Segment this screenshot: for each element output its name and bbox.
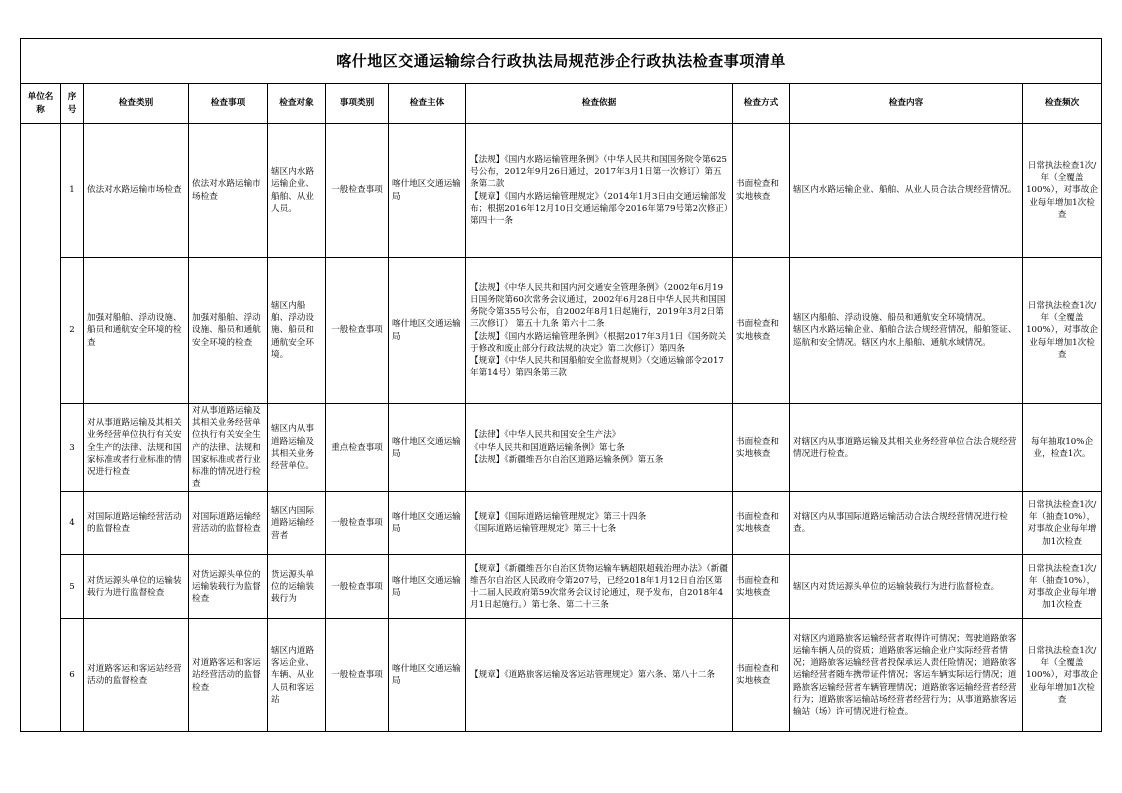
row-item: 加强对船舶、浮动设施、船员和通航安全环境的检查: [189, 258, 268, 404]
row-type: 一般检查事项: [326, 124, 389, 258]
row-method: 书面检查和实地核查: [733, 492, 790, 555]
row-category: 对货运源头单位的运输装载行为进行监督检查: [84, 555, 189, 619]
row-subject: 喀什地区交通运输局: [389, 555, 466, 619]
header-type: 事项类别: [326, 84, 389, 124]
row-type: 一般检查事项: [326, 258, 389, 404]
header-subject: 检查主体: [389, 84, 466, 124]
row-method: 书面检查和实地核查: [733, 555, 790, 619]
header-frequency: 检查频次: [1023, 84, 1102, 124]
row-content: 辖区内水路运输企业、船舶、从业人员合法合规经营情况。: [790, 124, 1023, 258]
row-method: 书面检查和实地核查: [733, 404, 790, 492]
row-frequency: 日常执法检查1次/年（抽查10%），对事故企业每年增加1次检查: [1023, 555, 1102, 619]
unit-name-cell: [21, 124, 61, 732]
row-category: 对从事道路运输及其相关业务经营单位执行有关安全生产的法律、法规和国家标准或者行业标准的情况进行检查: [84, 404, 189, 492]
row-content: 对辖区内道路旅客运输经营者取得许可情况；驾驶道路旅客运输车辆人员的资质；道路旅客运输企业户实际经营者情况；道路旅客运输经营者投保承运人责任险情况；道路旅客运输经营者随车携带证件情况；客运车辆实际运行情况；道路旅客运输经营者车辆管理情况；道路旅客运输经营者经营行为；道路旅客运输站场经营者经营行为；从事道路旅客运输站（场）许可情况进行检查。: [790, 619, 1023, 732]
row-item: 对国际道路运输经营活动的监督检查: [189, 492, 268, 555]
row-frequency: 每年抽取10%企业，检查1次。: [1023, 404, 1102, 492]
row-content: 辖区内船舶、浮动设施、船员和通航安全环境情况。 辖区内水路运输企业、船舶合法合规经营情况，船舶签证、巡航和安全情况。辖区内水上船舶、通航水域情况。: [790, 258, 1023, 404]
row-no: 1: [61, 124, 84, 258]
row-no: 2: [61, 258, 84, 404]
row-target: 辖区内船舶、浮动设施、船员和通航安全环境。: [268, 258, 326, 404]
row-target: 辖区内从事道路运输及其相关业务经营单位。: [268, 404, 326, 492]
row-content: 对辖区内从事国际道路运输活动合法合规经营情况进行检查。: [790, 492, 1023, 555]
row-item: 对从事道路运输及其相关业务经营单位执行有关安全生产的法律、法规和国家标准或者行业标准的情况进行检查: [189, 404, 268, 492]
row-no: 5: [61, 555, 84, 619]
row-item: 对货运源头单位的运输装载行为监督检查: [189, 555, 268, 619]
row-category: 加强对船舶、浮动设施、船员和通航安全环境的检查: [84, 258, 189, 404]
row-basis: 【规章】《新疆维吾尔自治区货物运输车辆超限超载治理办法》（新疆维吾尔自治区人民政府令第207号，已经2018年1月12日自治区第十二届人民政府第59次常务会议讨论通过，现予发布，自2018年4月1日起施行。）第七条、第二十三条: [466, 555, 733, 619]
row-frequency: 日常执法检查1次/年（全覆盖100%），对事故企业每年增加1次检查: [1023, 258, 1102, 404]
page-title: 喀什地区交通运输综合行政执法局规范涉企行政执法检查事项清单: [21, 39, 1102, 84]
row-type: 一般检查事项: [326, 555, 389, 619]
row-item: 依法对水路运输市场检查: [189, 124, 268, 258]
row-subject: 喀什地区交通运输局: [389, 124, 466, 258]
row-target: 辖区内水路运输企业、船舶、从业人员。: [268, 124, 326, 258]
header-content: 检查内容: [790, 84, 1023, 124]
header-unit: 单位名称: [21, 84, 61, 124]
table-row: [21, 619, 1102, 732]
header-item: 检查事项: [189, 84, 268, 124]
inspection-list-sheet: [20, 38, 1101, 732]
header-category: 检查类别: [84, 84, 189, 124]
row-content: 对辖区内从事道路运输及其相关业务经营单位合法合规经营情况进行检查。: [790, 404, 1023, 492]
row-frequency: 日常执法检查1次/年（抽查10%），对事故企业每年增加1次检查: [1023, 492, 1102, 555]
row-basis: 【法律】《中华人民共和国安全生产法》 《中华人民共和国道路运输条例》第七条 【法规】《新疆维吾尔自治区道路运输条例》第五条: [466, 404, 733, 492]
row-target: 货运源头单位的运输装载行为: [268, 555, 326, 619]
table-row: [21, 555, 1102, 619]
header-basis: 检查依据: [466, 84, 733, 124]
row-category: 对国际道路运输经营活动的监督检查: [84, 492, 189, 555]
row-no: 6: [61, 619, 84, 732]
row-subject: 喀什地区交通运输局: [389, 258, 466, 404]
row-item: 对道路客运和客运站经营活动的监督检查: [189, 619, 268, 732]
row-method: 书面检查和实地核查: [733, 619, 790, 732]
row-type: 一般检查事项: [326, 619, 389, 732]
table-row: [21, 492, 1102, 555]
row-category: 对道路客运和客运站经营活动的监督检查: [84, 619, 189, 732]
row-no: 3: [61, 404, 84, 492]
row-no: 4: [61, 492, 84, 555]
row-subject: 喀什地区交通运输局: [389, 404, 466, 492]
table-row: [21, 124, 1102, 258]
table-row: [21, 404, 1102, 492]
row-type: 重点检查事项: [326, 404, 389, 492]
row-content: 辖区内对货运源头单位的运输装载行为进行监督检查。: [790, 555, 1023, 619]
row-method: 书面检查和实地核查: [733, 124, 790, 258]
row-frequency: 日常执法检查1次/年（全覆盖100%），对事故企业每年增加1次检查: [1023, 619, 1102, 732]
row-subject: 喀什地区交通运输局: [389, 619, 466, 732]
header-no: 序号: [61, 84, 84, 124]
inspection-table: [20, 38, 1102, 732]
row-basis: 【法规】《中华人民共和国内河交通安全管理条例》（2002年6月19日国务院第60次常务会议通过，2002年6月28日中华人民共和国国务院令第355号公布，自2002年8月1日起施行，2019年3月2日第三次修订） 第五十九条 第六十二条 【法规】《国内水路运输管理条例》（根据2017年3月1日《国务院关于修改和废止部分行政法规的决定》第二次修订）第四条 【规章】《中华人民共和国船舶安全监督规则》（交通运输部令2017年第14号）第四条第三款: [466, 258, 733, 404]
row-target: 辖区内国际道路运输经营者: [268, 492, 326, 555]
row-target: 辖区内道路客运企业、车辆、从业人员和客运站: [268, 619, 326, 732]
row-subject: 喀什地区交通运输局: [389, 492, 466, 555]
row-method: 书面检查和实地核查: [733, 258, 790, 404]
row-basis: 【规章】《道路旅客运输及客运站管理规定》第六条、第八十二条: [466, 619, 733, 732]
row-basis: 【法规】《国内水路运输管理条例》（中华人民共和国国务院令第625号公布，2012年9月26日通过，2017年3月1日第一次修订）第五条第二款 【规章】《国内水路运输管理规定》（2014年1月3日由交通运输部发布；根据2016年12月10日交通运输部令2016年第79号第2次修正）第四十一条: [466, 124, 733, 258]
row-type: 一般检查事项: [326, 492, 389, 555]
row-basis: 【规章】《国际道路运输管理规定》第三十四条 《国际道路运输管理规定》第三十七条: [466, 492, 733, 555]
header-target: 检查对象: [268, 84, 326, 124]
table-row: [21, 258, 1102, 404]
row-category: 依法对水路运输市场检查: [84, 124, 189, 258]
header-row: [21, 84, 1102, 124]
header-method: 检查方式: [733, 84, 790, 124]
row-frequency: 日常执法检查1次/年（全覆盖100%），对事故企业每年增加1次检查: [1023, 124, 1102, 258]
